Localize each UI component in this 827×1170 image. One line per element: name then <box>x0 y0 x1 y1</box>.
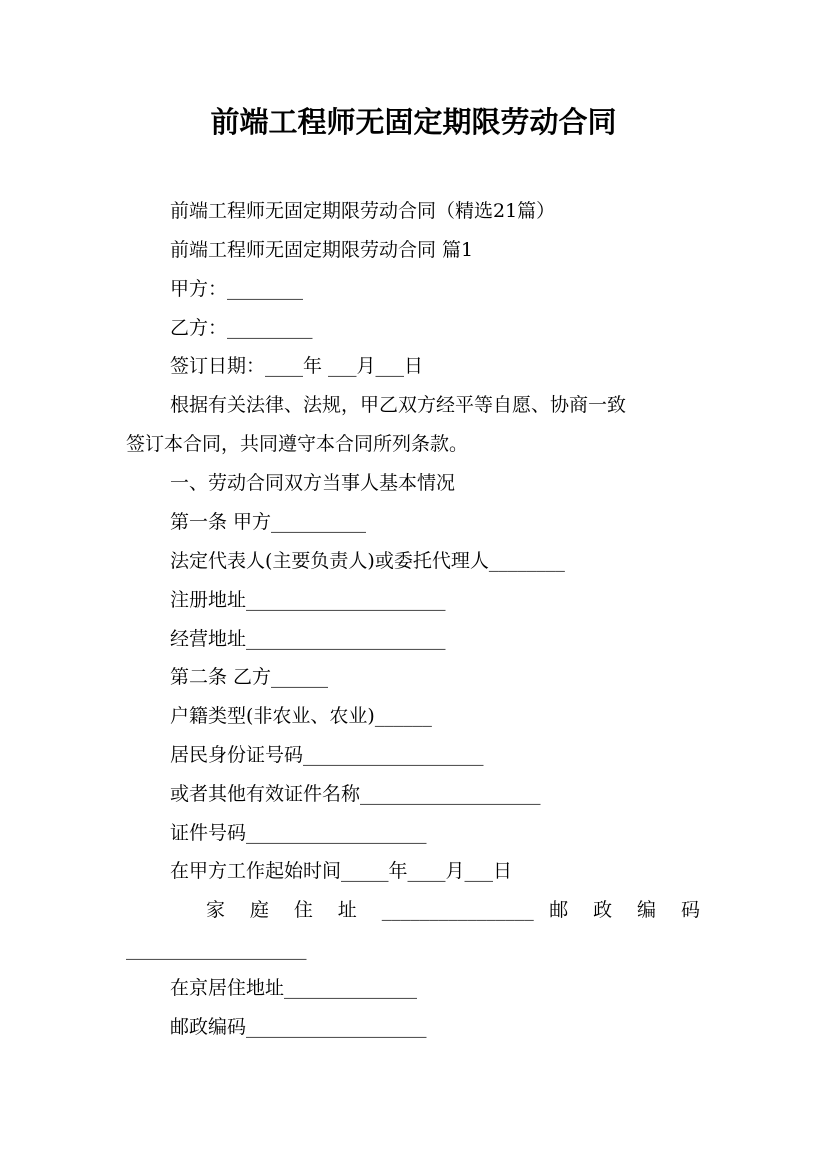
paragraph-registered-address: 注册地址_____________________ <box>170 589 446 611</box>
paragraph-subtitle: 前端工程师无固定期限劳动合同（精选21篇） <box>170 200 556 222</box>
document-title: 前端工程师无固定期限劳动合同 <box>210 105 617 139</box>
paragraph-postal-code: 邮政编码___________________ <box>170 1016 427 1038</box>
paragraph-article-1: 第一条 甲方__________ <box>170 511 367 533</box>
paragraph-postal-code-blank: ___________________ <box>126 938 307 960</box>
paragraph-business-address: 经营地址_____________________ <box>170 628 446 650</box>
paragraph-party-a: 甲方：________ <box>170 278 304 300</box>
paragraph-id-number: 居民身份证号码___________________ <box>170 744 484 766</box>
paragraph-basic-info-heading: 一、劳动合同双方当事人基本情况 <box>170 472 456 494</box>
paragraph-sign-date: 签订日期：____年 ___月___日 <box>170 355 424 377</box>
paragraph-other-id-name: 或者其他有效证件名称___________________ <box>170 783 541 805</box>
paragraph-section-heading: 前端工程师无固定期限劳动合同 篇1 <box>170 239 474 261</box>
paragraph-article-2: 第二条 乙方______ <box>170 666 329 688</box>
paragraph-party-b: 乙方：_________ <box>170 317 313 339</box>
paragraph-legal-rep: 法定代表人(主要负责人)或委托代理人________ <box>170 550 565 572</box>
paragraph-id-code: 证件号码___________________ <box>170 822 427 844</box>
paragraph-start-date: 在甲方工作起始时间_____年____月___日 <box>170 860 513 882</box>
paragraph-intro-line-1: 根据有关法律、法规，甲乙双方经平等自愿、协商一致 <box>170 394 627 416</box>
paragraph-home-address: 家 庭 住 址 ________________ 邮 政 编 码 <box>206 899 700 921</box>
paragraph-household-type: 户籍类型(非农业、农业)______ <box>170 705 432 727</box>
paragraph-beijing-address: 在京居住地址______________ <box>170 977 418 999</box>
paragraph-intro-line-2: 签订本合同，共同遵守本合同所列条款。 <box>126 433 469 455</box>
